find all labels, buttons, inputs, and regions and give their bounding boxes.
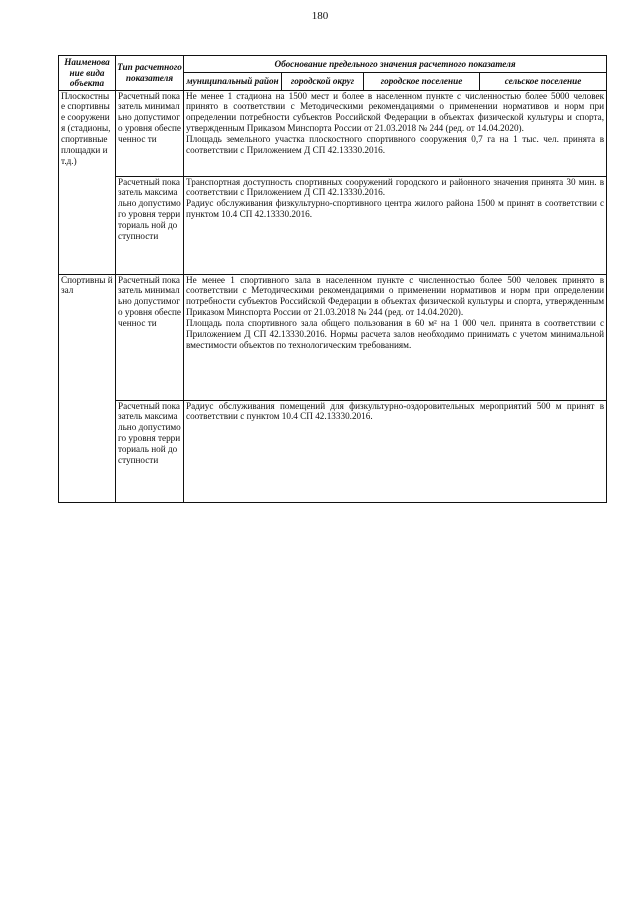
- justification-cell: [184, 274, 607, 400]
- header-row-1: [59, 56, 607, 73]
- object-name-cell: Плоскостны е спортивные сооружения (стадионы, спортивные площадки и т.д.): [59, 90, 116, 274]
- justification-cell: [184, 176, 607, 274]
- page-number: 180: [311, 10, 329, 22]
- table-row: [59, 90, 607, 176]
- header-object-type: Наименова ние вида объекта: [59, 56, 116, 91]
- justification-cell: [184, 400, 607, 502]
- header-justification: Обоснование предельного значения расчетного показателя: [184, 56, 607, 73]
- object-name-cell: Спортивны й зал: [59, 274, 116, 502]
- justification-paragraph: Площадь пола спортивного зала общего пользования в 60 м² на 1 000 чел. принята в соответствии с Приложением Д СП 42.13330.2016. Нормы расчета залов необходимо принимать с учетом минимальной вместимости объектов по технологическим требованиям.: [186, 318, 605, 350]
- justification-paragraph: Не менее 1 спортивного зала в населенном пункте с численностью более 500 человек принято в соответствии с Методическими рекомендациями о применении нормативов и норм при определении потребности субъектов Российской Федерации в объектах физической культуры и спорта, утвержденным Приказом Минспорта России от 21.03.2018 № 244 (ред. от 14.04.2020).: [186, 274, 605, 318]
- justification-cell: [184, 90, 607, 176]
- header-urban-settlement: городское поселение: [364, 73, 480, 90]
- justification-paragraph: Радиус обслуживания физкультурно-спортивного центра жилого района 1500 м принят в соответствии с пунктом 10.4 СП 42.13330.2016.: [186, 198, 605, 220]
- header-city-district: городской округ: [282, 73, 364, 90]
- header-municipal-district: муниципальный район: [184, 73, 282, 90]
- indicator-type-cell: Расчетный показатель минимально допустимого уровня обеспеченнос ти: [116, 90, 184, 176]
- indicator-type-cell: Расчетный показатель максимально допустимого уровня территориаль ной доступности: [116, 176, 184, 274]
- header-rural-settlement: сельское поселение: [480, 73, 607, 90]
- standards-table: [58, 55, 607, 503]
- table-row: [59, 274, 607, 400]
- table-row: [59, 176, 607, 274]
- indicator-type-cell: Расчетный показатель максимально допустимого уровня территориаль ной доступности: [116, 400, 184, 502]
- justification-paragraph: Радиус обслуживания помещений для физкультурно-оздоровительных мероприятий 500 м принят в соответствии с пунктом 10.4 СП 42.13330.2016.: [186, 400, 605, 422]
- justification-paragraph: Транспортная доступность спортивных сооружений городского и районного значения принята 30 мин. в соответствии с Приложением Д СП 42.13330.2016.: [186, 176, 605, 198]
- table-row: [59, 400, 607, 502]
- indicator-type-cell: Расчетный показатель минимально допустимого уровня обеспеченнос ти: [116, 274, 184, 400]
- header-indicator-type: Тип расчетного показателя: [116, 56, 184, 91]
- justification-paragraph: Площадь земельного участка плоскостного спортивного сооружения 0,7 га на 1 тыс. чел. принята в соответствии с Приложением Д СП 42.13330.2016.: [186, 134, 605, 156]
- justification-paragraph: Не менее 1 стадиона на 1500 мест и более в населенном пункте с численностью более 5000 человек принято в соответствии с Методическими рекомендациями о применении нормативов и норм при определении потребности субъектов Российской Федерации в объектах физической культуры и спорта, утвержденным Приказом Минспорта России от 21.03.2018 № 244 (ред. от 14.04.2020).: [186, 90, 605, 134]
